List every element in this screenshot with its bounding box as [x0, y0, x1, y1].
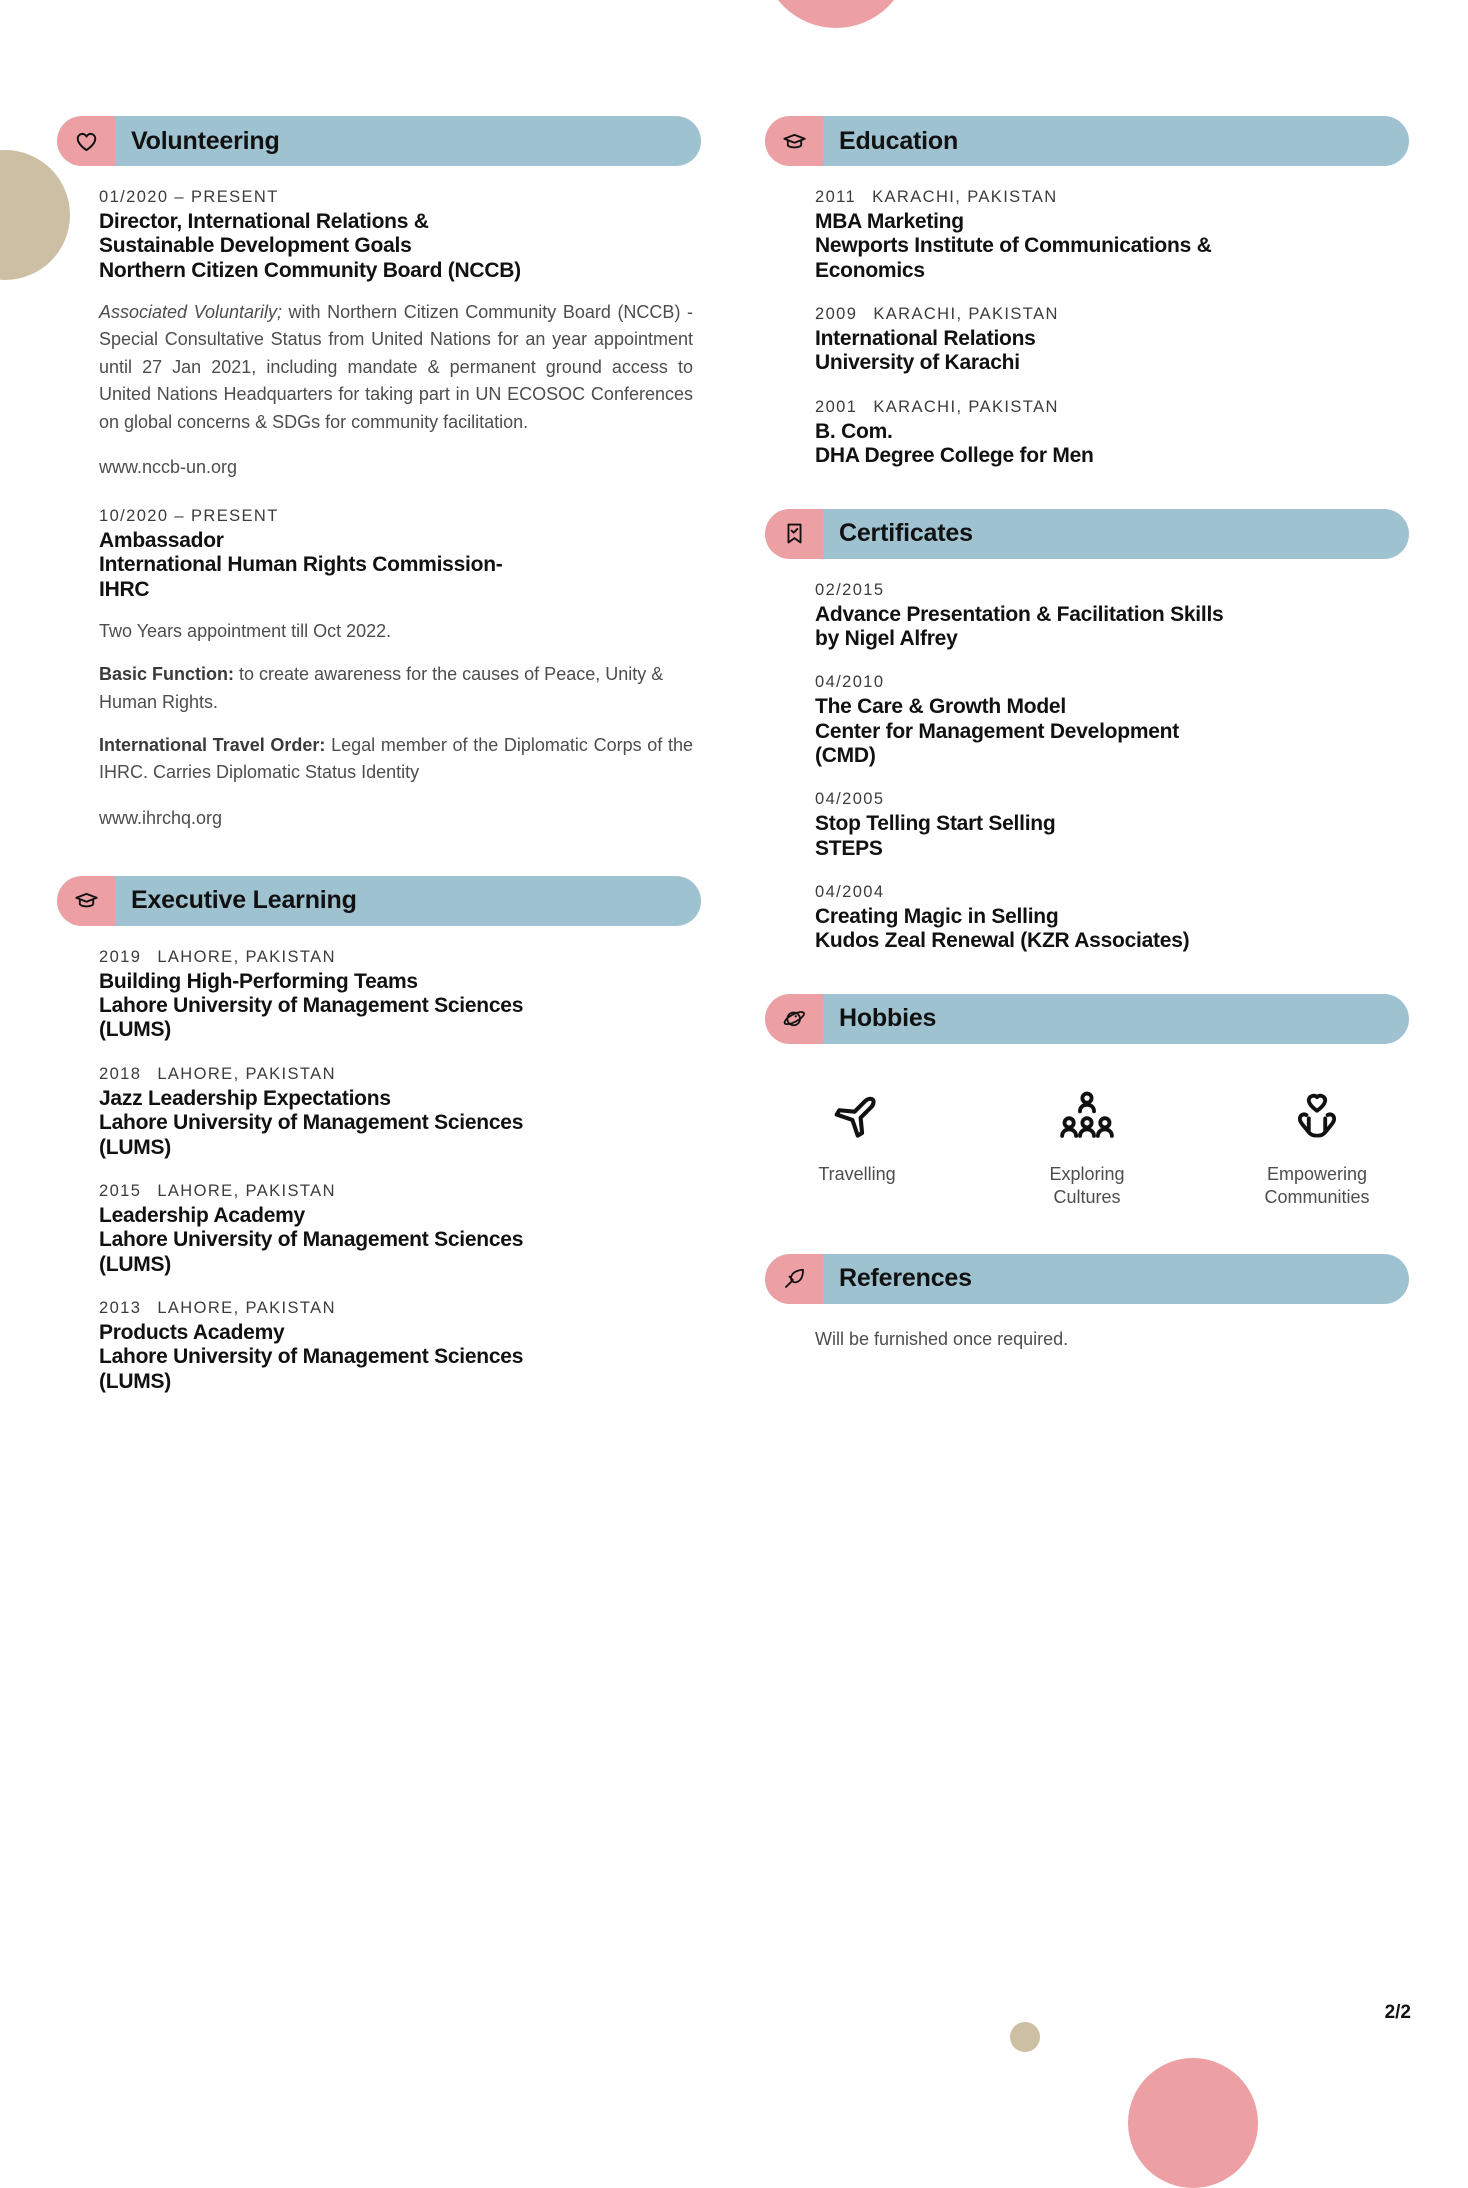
- entry-institution: Lahore University of Management Sciences: [99, 1228, 524, 1252]
- entry-title: Advance Presentation & Facilitation Skills: [815, 602, 1224, 626]
- entry-institution-line2: (LUMS): [99, 1369, 171, 1393]
- entry-title: B. Com.: [815, 419, 893, 443]
- volunteering-entry: [99, 188, 693, 481]
- hobbies-list: [765, 1066, 1409, 1216]
- entry-title: Products Academy: [99, 1320, 285, 1344]
- hobby-label: Travelling: [818, 1163, 896, 1184]
- hobby-label-line2: Communities: [1264, 1187, 1370, 1208]
- entry-organization: Northern Citizen Community Board (NCCB): [99, 258, 521, 282]
- education-entry: [815, 398, 1401, 469]
- section-header-executive-learning: [57, 876, 701, 926]
- heart-icon: [57, 116, 115, 166]
- entry-website-link[interactable]: www.ihrchq.org: [99, 807, 223, 828]
- right-column: [765, 116, 1409, 1424]
- entry-location: KARACHI, PAKISTAN: [872, 188, 1058, 206]
- left-column: [57, 116, 701, 1424]
- entry-location: KARACHI, PAKISTAN: [873, 305, 1059, 324]
- references-text: Will be furnished once required.: [815, 1328, 1069, 1349]
- entry-description-rest: with Northern Citizen Community Board (NCCB) - Special Consultative Status from United Nations for an year appointment until 27 Jan 2021, including mandate & permanent ground access to United Nations Headquarters for taking part in UN ECOSOC Conferences on global concerns & SDGs for community facilitation.: [99, 302, 693, 432]
- bookmark-check-icon: [765, 509, 823, 559]
- section-hobbies: [765, 994, 1409, 1216]
- entry-meta: [99, 948, 693, 967]
- entry-title: The Care & Growth Model: [815, 695, 1066, 719]
- section-references: [765, 1254, 1409, 1353]
- section-header-education: [765, 116, 1409, 166]
- basic-function-text: to create awareness for the causes of Peace, Unity & Human Rights.: [99, 664, 664, 712]
- section-title: Hobbies: [839, 1004, 937, 1033]
- entry-organization: International Human Rights Commission-: [99, 553, 503, 577]
- entry-title: Director, International Relations &: [99, 210, 429, 233]
- entry-title: Leadership Academy: [99, 1203, 305, 1227]
- section-education: [765, 116, 1409, 469]
- entry-meta: [99, 1065, 693, 1084]
- entry-year: 2011: [815, 188, 857, 206]
- entry-institution: Lahore University of Management Sciences: [99, 1345, 524, 1369]
- hobby-item: [1007, 1088, 1167, 1210]
- entry-meta: [815, 305, 1401, 324]
- entry-location: KARACHI, PAKISTAN: [873, 397, 1059, 416]
- section-title: Volunteering: [131, 126, 280, 155]
- executive-learning-entry: [99, 1299, 693, 1394]
- entry-issuer: Kudos Zeal Renewal (KZR Associates): [815, 929, 1190, 953]
- entry-institution: Newports Institute of Communications &: [815, 234, 1212, 258]
- entry-location: LAHORE, PAKISTAN: [157, 1064, 336, 1083]
- section-title: Certificates: [839, 519, 973, 548]
- entry-date: 04/2010: [815, 673, 885, 692]
- entry-meta: [815, 398, 1401, 417]
- travel-order-label: International Travel Order:: [99, 735, 326, 756]
- basic-function-label: Basic Function:: [99, 664, 235, 685]
- section-title: Executive Learning: [131, 886, 357, 915]
- entry-year: 2015: [99, 1181, 142, 1200]
- entry-issuer-line2: (CMD): [815, 743, 876, 767]
- entry-date: 04/2005: [815, 790, 885, 809]
- entry-title-line2: Sustainable Development Goals: [99, 234, 412, 258]
- hobby-item: [1237, 1088, 1397, 1210]
- section-executive-learning: [57, 876, 701, 1394]
- certificate-entry: [815, 790, 1401, 861]
- entry-meta: [99, 1299, 693, 1318]
- people-group-icon: [1057, 1133, 1117, 1150]
- executive-learning-entry: [99, 1182, 693, 1277]
- entry-travel-order: [99, 732, 693, 787]
- entry-institution-line2: (LUMS): [99, 1135, 171, 1159]
- entry-description-italic: Associated Voluntarily;: [99, 302, 282, 323]
- entry-institution-line2: Economics: [815, 258, 925, 282]
- section-body-education: [765, 188, 1409, 469]
- entry-institution: University of Karachi: [815, 351, 1020, 375]
- entry-title: Building High-Performing Teams: [99, 969, 418, 993]
- section-body-references: [765, 1326, 1409, 1353]
- section-header-certificates: [765, 509, 1409, 559]
- entry-issuer: by Nigel Alfrey: [815, 626, 958, 650]
- graduation-cap-icon: [57, 876, 115, 926]
- entry-note: Two Years appointment till Oct 2022.: [99, 620, 392, 641]
- entry-date: 01/2020 – PRESENT: [99, 188, 279, 206]
- section-header-hobbies: [765, 994, 1409, 1044]
- hobby-label: Empowering: [1266, 1163, 1368, 1184]
- entry-institution: Lahore University of Management Sciences: [99, 994, 524, 1018]
- section-header-references: [765, 1254, 1409, 1304]
- section-title: Education: [839, 126, 959, 155]
- entry-basic-function: [99, 661, 693, 716]
- entry-institution-line2: (LUMS): [99, 1018, 171, 1042]
- entry-issuer: Center for Management Development: [815, 719, 1179, 743]
- hobby-label: Exploring: [1049, 1163, 1125, 1184]
- section-header-volunteering: [57, 116, 701, 166]
- entry-institution: Lahore University of Management Sciences: [99, 1111, 524, 1135]
- section-title: References: [839, 1264, 972, 1293]
- certificate-entry: [815, 673, 1401, 768]
- entry-website-link[interactable]: www.nccb-un.org: [99, 456, 238, 477]
- entry-institution-line2: (LUMS): [99, 1252, 171, 1276]
- entry-year: 2009: [815, 305, 858, 324]
- entry-title: Ambassador: [99, 528, 224, 552]
- section-body-certificates: [765, 581, 1409, 954]
- section-volunteering: [57, 116, 701, 832]
- entry-organization-line2: IHRC: [99, 577, 150, 601]
- entry-description: [99, 299, 693, 436]
- page-number: 2/2: [1384, 2002, 1411, 2023]
- graduation-cap-icon: [765, 116, 823, 166]
- hobby-label-line2: Cultures: [1053, 1187, 1121, 1208]
- section-body-volunteering: [57, 188, 701, 832]
- entry-issuer: STEPS: [815, 836, 883, 860]
- entry-meta: [815, 188, 1401, 207]
- quill-icon: [765, 1254, 823, 1304]
- entry-location: LAHORE, PAKISTAN: [157, 1181, 336, 1200]
- travel-order-text: Legal member of the Diplomatic Corps of the IHRC. Carries Diplomatic Status Identity: [99, 735, 694, 783]
- education-entry: [815, 188, 1401, 283]
- entry-meta: [99, 1182, 693, 1201]
- heart-hands-icon: [1287, 1133, 1347, 1150]
- entry-date: 10/2020 – PRESENT: [99, 506, 279, 525]
- entry-title: Stop Telling Start Selling: [815, 812, 1056, 836]
- entry-year: 2013: [99, 1298, 142, 1317]
- entry-title: International Relations: [815, 327, 1036, 351]
- entry-date: 04/2004: [815, 883, 885, 902]
- airplane-icon: [827, 1133, 887, 1150]
- entry-year: 2019: [99, 947, 142, 966]
- decorative-circle-tan-bottom: [1010, 2022, 1040, 2052]
- executive-learning-entry: [99, 948, 693, 1043]
- entry-location: LAHORE, PAKISTAN: [157, 947, 336, 966]
- section-body-executive-learning: [57, 948, 701, 1394]
- entry-year: 2018: [99, 1064, 142, 1083]
- entry-date: 02/2015: [815, 580, 885, 599]
- entry-title: Jazz Leadership Expectations: [99, 1086, 391, 1110]
- volunteering-entry: [99, 507, 693, 832]
- hobby-item: [777, 1088, 937, 1210]
- entry-location: LAHORE, PAKISTAN: [157, 1298, 336, 1317]
- certificate-entry: [815, 581, 1401, 652]
- certificate-entry: [815, 883, 1401, 954]
- decorative-circle-pink-bottom: [1128, 2058, 1258, 2188]
- entry-title: Creating Magic in Selling: [815, 905, 1059, 929]
- entry-title: MBA Marketing: [815, 210, 964, 233]
- education-entry: [815, 305, 1401, 376]
- entry-year: 2001: [815, 397, 858, 416]
- planet-icon: [765, 994, 823, 1044]
- entry-institution: DHA Degree College for Men: [815, 444, 1094, 468]
- executive-learning-entry: [99, 1065, 693, 1160]
- section-certificates: [765, 509, 1409, 954]
